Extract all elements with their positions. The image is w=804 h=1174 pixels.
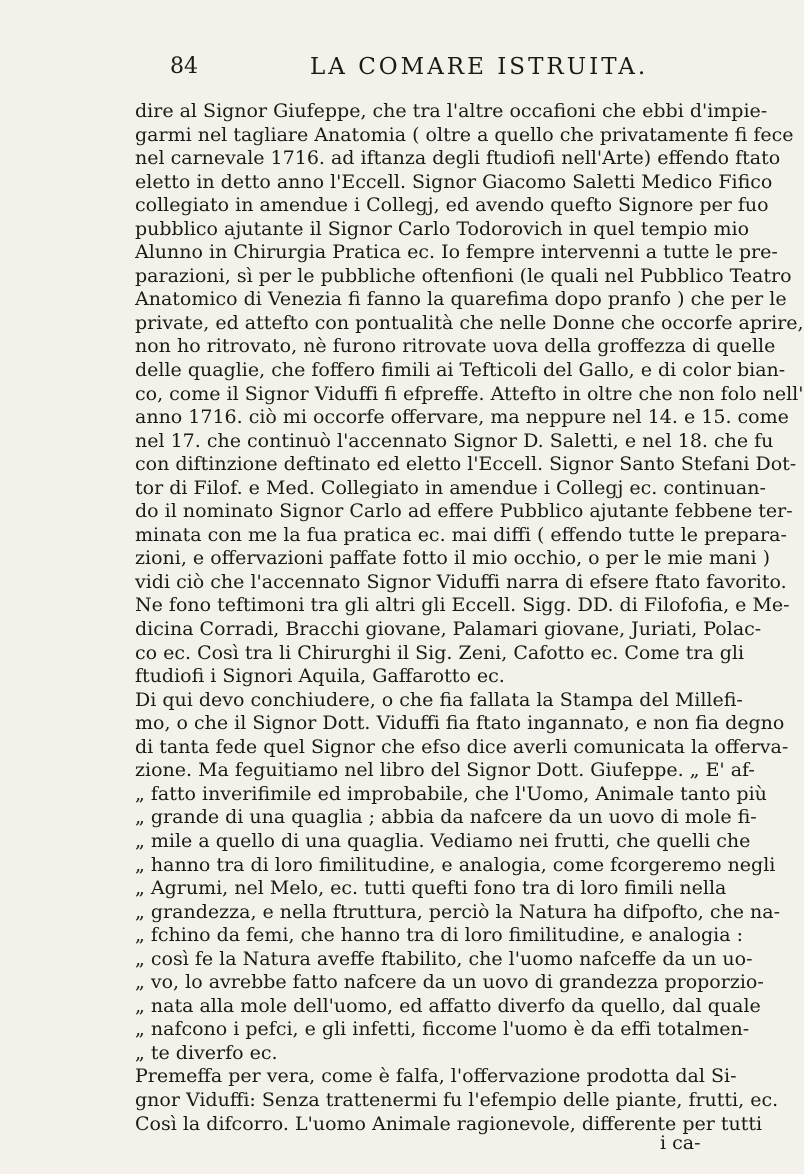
text-line: zione. Ma feguitiamo nel libro del Signor Dott. Giufeppe. „ E' af-: [135, 759, 755, 782]
text-line: parazioni, sì per le pubbliche oftenfioni (le quali nel Pubblico Teatro: [135, 264, 792, 287]
text-line: private, ed attefto con pontualità che nelle Donne che occorfe aprire,: [135, 311, 804, 334]
text-line: „ nafcono i pefci, e gli infetti, ficcome l'uomo è da effi totalmen-: [135, 1018, 750, 1041]
text-line: collegiato in amendue i Collegj, ed avendo quefto Signore per fuo: [135, 194, 769, 217]
text-line: „ fchino da femi, che hanno tra di loro fimilitudine, e analogia :: [135, 924, 743, 947]
text-line: mo, o che il Signor Dott. Viduffi fia ftato ingannato, e non fia degno: [135, 712, 785, 735]
text-line: Ne fono teftimoni tra gli altri gli Eccell. Sigg. DD. di Filofofia, e Me-: [135, 594, 790, 617]
text-line: Premeffa per vera, come è falfa, l'offervazione prodotta dal Si-: [135, 1065, 737, 1088]
text-line: Così la difcorro. L'uomo Animale ragionevole, differente per tutti: [135, 1112, 763, 1135]
text-line: eletto in detto anno l'Eccell. Signor Giacomo Saletti Medico Fifico: [135, 170, 773, 193]
text-line: co, come il Signor Viduffi fi efpreffe. Attefto in oltre che non folo nell': [135, 382, 804, 405]
text-line: nel carnevale 1716. ad iftanza degli ftudiofi nell'Arte) effendo ftato: [135, 147, 781, 170]
text-line: non ho ritrovato, nè furono ritrovate uova della groffezza di quelle: [135, 335, 776, 358]
text-line: co ec. Così tra li Chirurghi il Sig. Zeni, Cafotto ec. Come tra gli: [135, 641, 745, 664]
text-line: gnor Viduffi: Senza trattenermi fu l'efempio delle piante, frutti, ec.: [135, 1088, 779, 1111]
text-line: „ Agrumi, nel Melo, ec. tutti quefti fono tra di loro fimili nella: [135, 877, 727, 900]
catchword: i ca-: [660, 1132, 701, 1154]
text-line: zioni, e offervazioni paffate fotto il mio occhio, o per le mie mani ): [135, 547, 771, 570]
text-line: „ così fe la Natura aveffe ftabilito, che l'uomo nafceffe da un uo-: [135, 947, 753, 970]
text-line: „ hanno tra di loro fimilitudine, e analogia, come fcorgeremo negli: [135, 853, 776, 876]
text-line: „ mile a quello di una quaglia. Vediamo nei frutti, che quelli che: [135, 829, 751, 852]
text-line: „ vo, lo avrebbe fatto nafcere da un uovo di grandezza proporzio-: [135, 971, 764, 994]
text-line: nel 17. che continuò l'accennato Signor D. Saletti, e nel 18. che fu: [135, 429, 774, 452]
text-line: „ grande di una quaglia ; abbia da nafcere da un uovo di mole fi-: [135, 806, 757, 829]
text-line: Di qui devo conchiudere, o che fia fallata la Stampa del Millefi-: [135, 688, 743, 711]
text-line: vidi ciò che l'accennato Signor Viduffi narra di efsere ftato favorito.: [135, 570, 787, 593]
running-title: LA COMARE ISTRUITA.: [310, 54, 649, 80]
text-line: Anatomico di Venezia fi fanno la quarefima dopo pranfo ) che per le: [135, 288, 787, 311]
text-line: pubblico ajutante il Signor Carlo Todorovich in quel tempio mio: [135, 217, 750, 240]
text-line: „ nata alla mole dell'uomo, ed affatto diverfo da quello, dal quale: [135, 994, 761, 1017]
body-text: [135, 100, 804, 1136]
text-line: garmi nel tagliare Anatomia ( oltre a quello che privatamente fi fece: [135, 123, 794, 146]
text-line: con diftinzione deftinato ed eletto l'Eccell. Signor Santo Stefani Dot-: [135, 453, 797, 476]
text-line: dicina Corradi, Bracchi giovane, Palamari giovane, Juriati, Polac-: [135, 618, 762, 641]
text-line: do il nominato Signor Carlo ad effere Pubblico ajutante febbene ter-: [135, 500, 793, 523]
text-line: tor di Filof. e Med. Collegiato in amendue i Collegj ec. continuan-: [135, 476, 766, 499]
text-line: dire al Signor Giufeppe, che tra l'altre occafioni che ebbi d'impie-: [135, 100, 768, 122]
text-line: „ grandezza, e nella ftruttura, perciò la Natura ha difpofto, che na-: [135, 900, 781, 923]
text-line: „ te diverfo ec.: [135, 1041, 278, 1064]
text-line: „ fatto inverifimile ed improbabile, che l'Uomo, Animale tanto più: [135, 782, 767, 805]
page-header: [170, 54, 710, 84]
text-line: Alunno in Chirurgia Pratica ec. Io fempre intervenni a tutte le pre-: [135, 241, 778, 264]
text-line: minata con me la fua pratica ec. mai diffi ( effendo tutte le prepara-: [135, 523, 787, 546]
text-line: di tanta fede quel Signor che efso dice averli comunicata la offerva-: [135, 735, 789, 758]
page-number: 84: [170, 54, 198, 79]
text-line: anno 1716. ciò mi occorfe offervare, ma neppure nel 14. e 15. come: [135, 406, 789, 429]
text-line: ftudiofi i Signori Aquila, Gaffarotto ec.: [135, 665, 505, 688]
text-line: delle quaglie, che foffero fimili ai Tefticoli del Gallo, e di color bian-: [135, 359, 786, 382]
